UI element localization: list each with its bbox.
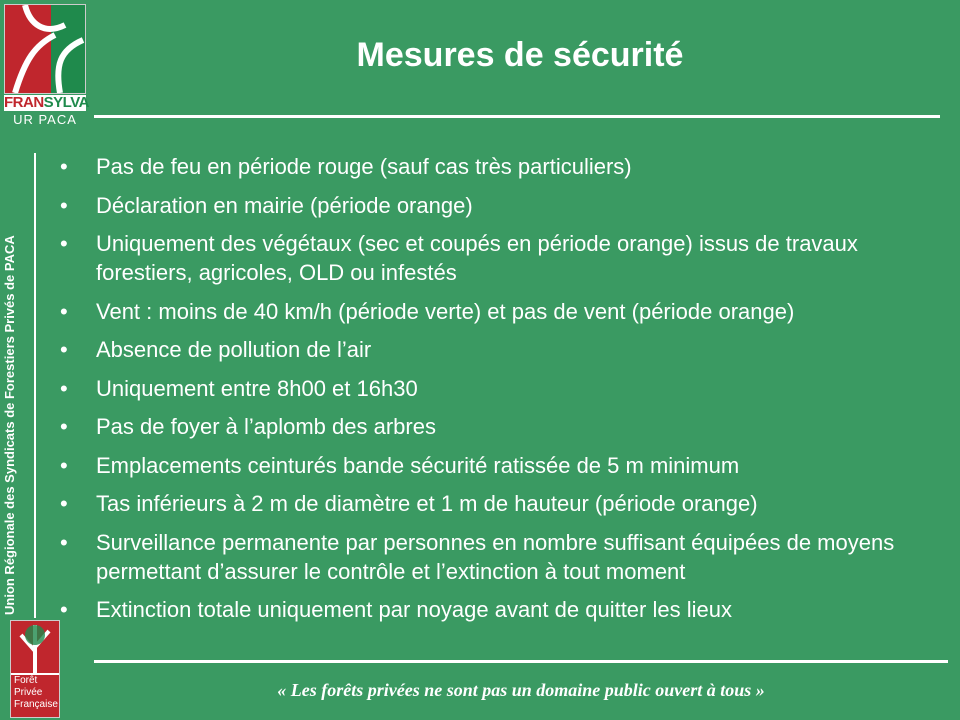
list-item: • Emplacements ceinturés bande sécurité ratissée de 5 m minimum [60,452,740,478]
foret-privee-text: Forêt Privée Française [11,675,59,717]
logo-subtitle: UR PACA [13,112,77,127]
footer-motto: « Les forêts privées ne sont pas un domaine public ouvert à tous » [277,680,765,700]
list-item: • Déclaration en mairie (période orange) [60,192,473,218]
fransylva-emblem-icon [4,4,86,94]
tree-icon [11,621,59,673]
list-item: • Extinction totale uniquement par noyage avant de quitter les lieux [60,597,732,622]
side-organization-text: Union Régionale des Syndicats de Forestiers Privés de PACA [2,235,17,615]
fransylva-logo [4,4,89,130]
list-item: • Vent : moins de 40 km/h (période verte) et pas de vent (période orange) [60,298,795,324]
bullet-list [60,152,955,634]
bottom-divider [94,660,948,663]
top-divider [94,115,940,118]
list-item: • Pas de foyer à l’aplomb des arbres [60,414,436,439]
logo-name: FRANSYLVA [4,94,89,111]
list-item: • Uniquement des végétaux (sec et coupés en période orange) issus de travaux forestiers, agricoles, OLD ou infestés [60,231,858,285]
side-divider [34,153,36,618]
list-item: • Absence de pollution de l’air [60,337,372,362]
list-item: • Pas de feu en période rouge (sauf cas très particuliers) [60,154,632,179]
page-title: Mesures de sécurité [356,36,684,74]
list-item: • Surveillance permanente par personnes en nombre suffisant équipées de moyens permettant d’assurer le contrôle et l’extinction à tout moment [60,529,895,584]
foret-privee-logo [10,620,60,718]
list-item: • Uniquement entre 8h00 et 16h30 [60,375,418,401]
list-item: • Tas inférieurs à 2 m de diamètre et 1 m de hauteur (période orange) [60,491,758,516]
